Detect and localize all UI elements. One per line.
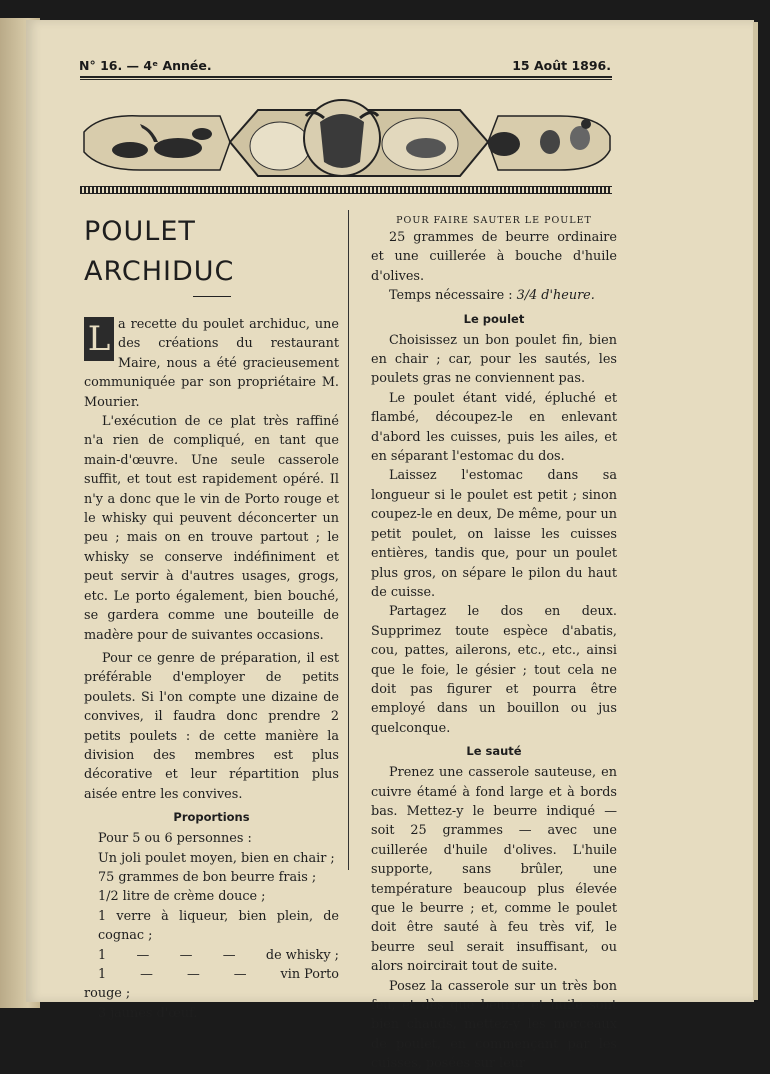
ditto-mark: — (136, 947, 150, 963)
ingredient-line: rouge ; (84, 986, 131, 1002)
issue-number: N° 16. — 4ᵉ Année. (79, 58, 212, 73)
paragraph: Choisissez un bon poulet fin, bien en chair ; car, pour les sautés, les poulets gras ne conviennent pas. (371, 332, 617, 387)
ingredient-line (84, 965, 339, 984)
ditto-mark: — (222, 947, 236, 963)
qty: 1 (98, 967, 107, 982)
subheading-saute: Le sauté (466, 744, 522, 759)
ingredient-line (84, 946, 339, 965)
ingredient-line: 1 verre à liqueur, bien plein, de cognac ; (98, 908, 339, 944)
paragraph-genre: Pour ce genre de préparation, il est préférable d'employer de petits poulets. Si l'on compte une dizaine de convives, il faudra donc prendre 2 petits poulets : de cette manière la division des membres est plus décorative et leur répartition plus aisée entre les convives. (84, 650, 339, 802)
page-edge (753, 22, 758, 1000)
paragraph: 25 grammes de beurre ordinaire et une cuillerée à bouche d'huile d'olives. (371, 230, 617, 284)
intro-paragraph (84, 315, 339, 412)
farm-animals-illustration (80, 92, 612, 192)
article-title: POULET ARCHIDUC (84, 216, 235, 287)
ingredient-line: 3 jaunes d'œuf. (98, 1005, 198, 1021)
proportions-heading: Proportions (173, 810, 250, 825)
ingredient-line: 1/2 litre de crème douce ; (98, 889, 266, 905)
intro-text: a recette du poulet archiduc, une des créations du restaurant Maire, nous a été gracieusement communiquée par son propriétaire M. Mourier. (84, 317, 339, 410)
left-column (84, 212, 339, 1023)
ditto-mark: — (140, 967, 153, 982)
subheading-poulet: Le poulet (463, 311, 525, 326)
ingredient-name: vin Porto (280, 967, 339, 982)
issue-date: 15 Août 1896. (512, 58, 611, 73)
paragraph-execution: L'exécution de ce plat très raffiné n'a rien de compliqué, en tant que main-d'œuvre. Une seule casserole suffit, et tout est rapidement opéré. Il n'y a donc que le vin de Porto rouge et le whisky qui peuvent déconcerter un peu ; mais on en trouve partout ; le whisky se conserve indéfiniment et peut servir à d'autres usages, grogs, etc. Le porto également, bien bouché, se gardera comme une bouteille de madère pour de suivantes occasions. (84, 414, 339, 643)
header-rule (80, 76, 612, 78)
section-heading: POUR FAIRE SAUTER LE POULET (396, 215, 592, 226)
paragraph: Partagez le dos en deux. Supprimez toute espèce d'abatis, cou, pattes, ailerons, etc., etc., ainsi que le foie, le gésier ; tout cela ne doit pas figurer et pourra être employé dans un bouillon ou jus quelconque. (371, 604, 617, 736)
proportions-intro: Pour 5 ou 6 personnes : (98, 831, 252, 847)
time-label: Temps nécessaire : (389, 288, 513, 304)
ditto-mark: — (186, 967, 200, 982)
ingredient-name: de whisky ; (265, 947, 339, 963)
qty: 1 (98, 947, 107, 963)
dropcap-letter: L (84, 317, 114, 361)
ditto-mark: — (233, 967, 247, 982)
ingredient-line: Un joli poulet moyen, bien en chair ; (98, 850, 335, 866)
column-divider (348, 210, 349, 870)
running-header (79, 58, 611, 73)
time-value: 3/4 d'heure. (516, 288, 595, 304)
ditto-mark: — (179, 947, 193, 963)
time-line (371, 286, 617, 305)
paragraph: Prenez une casserole sauteuse, en cuivre étamé à fond large et à bords bas. Mettez-y le beurre indiqué — soit 25 grammes — avec une cuillerée d'huile d'olives. L'huile supporte, sans brûler, une température beaucoup plus élevée que le beurre ; et, comme le poulet doit être sauté à feu très vif, le beurre seul serait insuffisant, ou alors noircirait tout de suite. (371, 765, 617, 975)
title-rule (193, 296, 231, 297)
header-rule-thin (80, 79, 612, 80)
right-column (371, 214, 617, 1074)
ornamental-border (80, 186, 612, 194)
paragraph: Posez la casserole sur un très bon feu, et dès que beurre et huile sont bien chauds, mettez-y les morceaux de poulet, en commençant par les cuisses, posées sur leur (371, 978, 617, 1072)
paragraph: Le poulet étant vidé, épluché et flambé, découpez-le en enlevant d'abord les cuisses, puis les ailes, et en séparant l'estomac du dos. (371, 390, 617, 465)
paragraph: Laissez l'estomac dans sa longueur si le poulet est petit ; sinon coupez-le en deux, De même, pour un petit poulet, on laisse les cuisses entières, tandis que, pour un poulet plus gros, on sépare le pilon du haut de cuisse. (371, 468, 617, 600)
ingredient-line: 75 grammes de bon beurre frais ; (98, 869, 317, 885)
